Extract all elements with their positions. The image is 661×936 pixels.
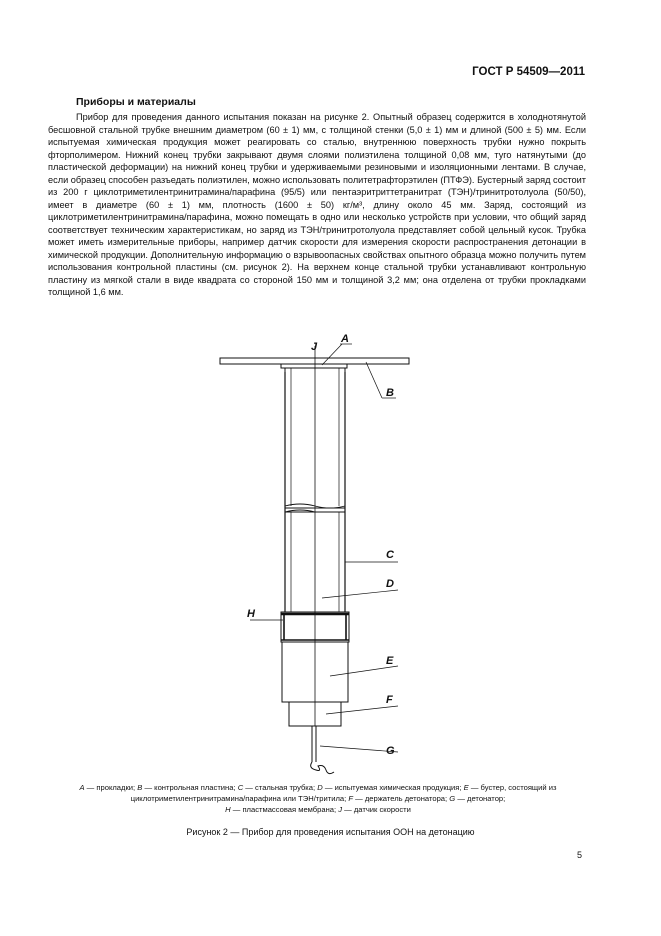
legend-f-key: F	[348, 794, 353, 803]
legend-f-text: держатель детонатора	[364, 794, 446, 803]
legend-a-key: A	[79, 783, 85, 792]
legend-j-key: J	[338, 805, 343, 814]
label-d: D	[386, 578, 394, 590]
spacers	[281, 364, 347, 368]
control-plate	[220, 358, 409, 364]
apparatus-figure	[0, 330, 661, 780]
legend-e-key: E	[463, 783, 469, 792]
standard-number: ГОСТ Р 54509—2011	[472, 66, 585, 78]
legend-b-key: B	[137, 783, 143, 792]
label-h: H	[247, 608, 255, 620]
figure-legend: A — прокладки; B — контрольная пластина; C — стальная трубка; D — испытуемая химическая продукция; E — бустер, состоящий из циклотриметилентринитрамина/парафина или ТЭН/тритила; F — держатель детонатора; G — детонатор; H — пластмассовая мембрана; J — датчик скорости	[79, 783, 557, 814]
legend-c-key: C	[237, 783, 244, 792]
label-c: C	[386, 549, 394, 561]
legend-a-text: прокладки	[96, 783, 134, 792]
section-heading: Приборы и материалы	[76, 96, 196, 108]
label-j: J	[311, 341, 318, 353]
detonator-wires	[311, 762, 334, 774]
legend-d-text: испытуемая химическая продукция	[334, 783, 460, 792]
figure-caption: Рисунок 2 — Прибор для проведения испытания ООН на детонацию	[186, 827, 475, 837]
legend-b-text: контрольная пластина	[154, 783, 234, 792]
legend-d-key: D	[317, 783, 323, 792]
legend-c-text: стальная трубка	[255, 783, 314, 792]
label-a: A	[341, 333, 349, 345]
body-paragraph: Прибор для проведения данного испытания показан на рисунке 2. Опытный образец содержится в холоднотянутой бесшовной стальной трубке внешним диаметром (60 ± 1) мм, с толщиной стенки (5,0 ± 1) мм и длиной (500 ± 5) мм. Если испытуемая химическая продукция может реагировать со сталью, внутреннюю поверхность трубки нужно покрыть фторполимером. Нижний конец трубки закрывают двумя слоями полиэтилена толщиной 0,08 мм, туго натянутыми (до пластической деформации) на нижний конец трубки и удерживаемыми резиновыми и изоляционными лентами. В случае, если образец способен разъедать полиэтилен, можно использовать политетрафторэтилен (ПТФЭ). Бустерный заряд состоит из 200 г циклотриметилентринитрамина/парафина (95/5) или пентаэритриттетранитрат (ТЭН)/тринитротолуола (50/50), имеет в диаметре (60 ± 1) мм, плотность (1600 ± 50) кг/м³, длину около 45 мм. Заряд, состоящий из циклотриметилентринитрамина/парафина, можно помещать в одно или несколько устройств при условии, что общий заряд соответствует техническим характеристикам, но заряд из ТЭН/тринитротолуола представляет собой цельный кусок. Трубка может иметь измерительные приборы, например датчик скорости для измерения скорости распространения детонации в химической продукции. Дополнительную информацию о взрывоопасных свойствах опытного образца можно получить путем использования контрольной пластины (см. рисунок 2). На верхнем конце стальной трубки устанавливают контрольную пластину из мягкой стали в виде квадрата со стороной 150 мм и толщиной 3,2 мм; она отделена от трубки прокладками толщиной 1,6 мм.	[48, 112, 586, 297]
page-number: 5	[576, 850, 582, 860]
label-b: B	[386, 387, 394, 399]
legend-h-key: H	[225, 805, 231, 814]
legend-h-text: пластмассовая мембрана	[242, 805, 335, 814]
legend-e-text: бустер, состоящий из циклотриметилентринитрамина/парафина или ТЭН/тритила	[130, 783, 557, 803]
label-g: G	[386, 745, 395, 757]
legend-g-text: детонатор	[467, 794, 504, 803]
label-f: F	[386, 694, 393, 706]
legend-j-text: датчик скорости	[353, 805, 411, 814]
label-e: E	[386, 655, 394, 667]
legend-g-key: G	[449, 794, 456, 803]
